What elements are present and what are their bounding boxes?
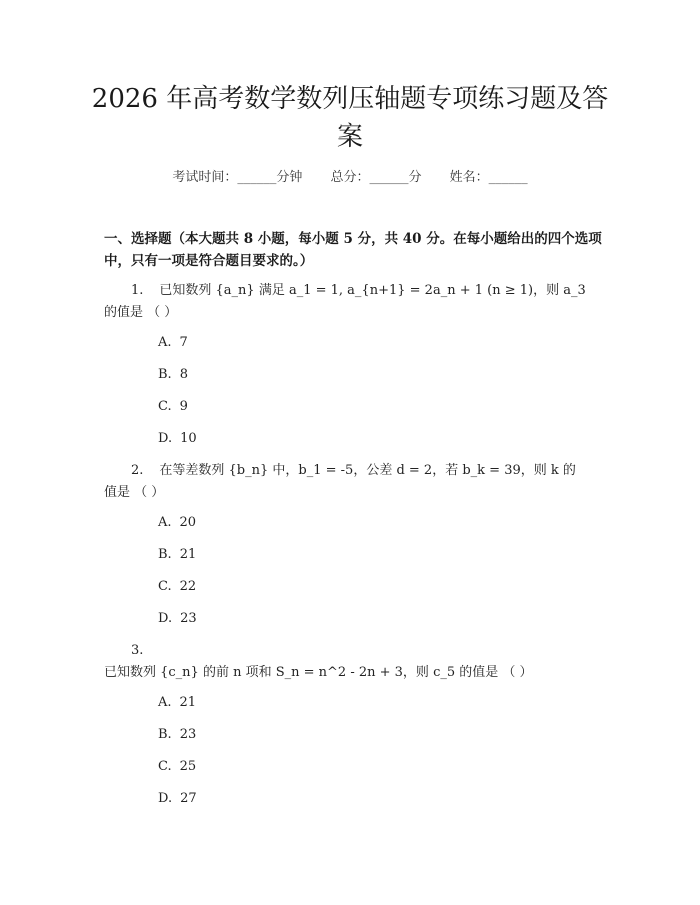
name-label: 姓名：	[449, 170, 489, 185]
question-number: 3.	[131, 643, 144, 658]
exam-info-row	[0, 168, 700, 188]
name-blank: ______	[488, 170, 528, 185]
option-value: 20	[179, 515, 197, 530]
option-value: 8	[179, 367, 188, 382]
question-2	[104, 460, 586, 504]
question-2-option-c	[158, 578, 196, 596]
option-value: 23	[180, 611, 197, 626]
option-value: 7	[179, 335, 188, 350]
option-value: 22	[179, 579, 197, 594]
question-3-option-d	[158, 790, 197, 808]
option-letter: A.	[158, 695, 172, 710]
option-letter: B.	[158, 547, 172, 562]
question-3-option-c	[158, 758, 196, 776]
time-unit: 分钟	[276, 170, 303, 185]
score-blank: ______	[369, 170, 409, 185]
question-1-option-d	[158, 430, 197, 448]
total-score-field	[330, 170, 421, 185]
option-letter: D.	[158, 611, 173, 626]
question-2-option-b	[158, 546, 196, 564]
option-value: 21	[179, 695, 197, 710]
time-label: 考试时间：	[172, 170, 238, 185]
question-2-option-d	[158, 610, 197, 628]
question-number: 2.	[131, 463, 144, 478]
question-text: 已知数列 {a_n} 满足 a_1 = 1, a_{n+1} = 2a_n + 1 (n ≥ 1)，则 a_3 的值是 （ ）	[104, 283, 586, 320]
option-value: 10	[180, 431, 197, 446]
option-letter: D.	[158, 431, 173, 446]
option-letter: B.	[158, 727, 172, 742]
question-text: 已知数列 {c_n} 的前 n 项和 S_n = n^2 - 2n + 3，则 c_5 的值是 （ ）	[104, 665, 533, 680]
option-letter: B.	[158, 367, 172, 382]
question-3-option-b	[158, 726, 196, 744]
option-value: 9	[179, 399, 188, 414]
time-blank: ______	[237, 170, 277, 185]
option-letter: A.	[158, 515, 172, 530]
question-3-option-a	[158, 694, 196, 712]
question-1-option-b	[158, 366, 188, 384]
score-unit: 分	[408, 170, 422, 185]
option-letter: A.	[158, 335, 172, 350]
option-value: 23	[179, 727, 197, 742]
question-1	[104, 280, 586, 324]
question-3	[104, 640, 586, 684]
option-value: 27	[180, 791, 197, 806]
question-text: 在等差数列 {b_n} 中，b_1 = -5，公差 d = 2，若 b_k = 39，则 k 的值是 （ ）	[104, 463, 576, 500]
option-letter: C.	[158, 579, 172, 594]
option-letter: D.	[158, 791, 173, 806]
question-number: 1.	[131, 283, 144, 298]
option-value: 21	[179, 547, 197, 562]
question-1-option-c	[158, 398, 188, 416]
option-letter: C.	[158, 399, 172, 414]
option-letter: C.	[158, 759, 172, 774]
option-value: 25	[179, 759, 197, 774]
exam-time-field	[172, 170, 302, 185]
question-1-option-a	[158, 334, 188, 352]
score-label: 总分：	[330, 170, 370, 185]
section-heading: 一、选择题（本大题共 8 小题，每小题 5 分，共 40 分。在每小题给出的四个选项中，只有一项是符合题目要求的。）	[104, 231, 602, 269]
page-title: 2026 年高考数学数列压轴题专项练习题及答案	[91, 84, 609, 152]
question-2-option-a	[158, 514, 196, 532]
name-field	[450, 170, 528, 185]
